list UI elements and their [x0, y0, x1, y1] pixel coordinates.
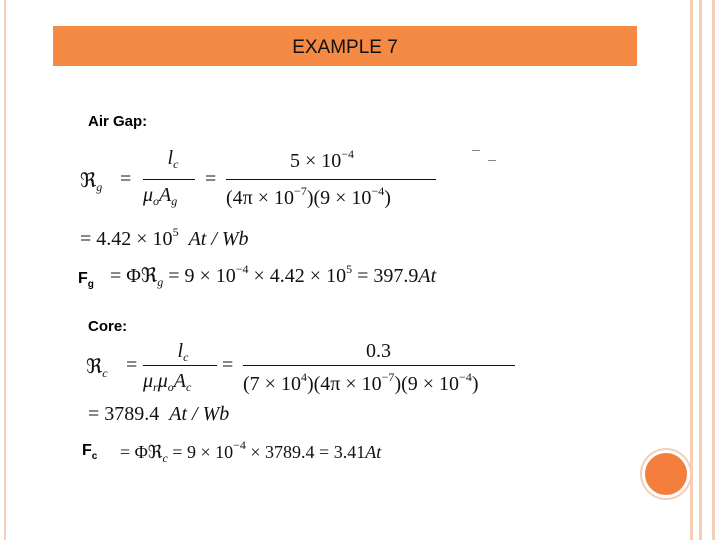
reluctance-core-result: = 3789.4 At / Wb	[88, 403, 230, 425]
fraction-bar	[143, 179, 195, 180]
air-gap-heading: Air Gap:	[88, 113, 148, 130]
equals-sign: =	[120, 168, 132, 190]
frame-line	[690, 0, 693, 540]
mmf-core-label: $F_c$	[82, 442, 98, 462]
mmf-gap-label: $F_g$	[78, 270, 94, 290]
fraction-denominator: $(4\pi \times 10^{-7})(9 \times 10^{-4})$	[226, 184, 391, 209]
title-bar	[53, 26, 637, 66]
frame-line	[699, 0, 702, 540]
fraction-numerator: $l_c$	[167, 147, 179, 171]
fraction-denominator: $\mu_oA_g$	[143, 184, 178, 208]
fraction-numerator: $l_c$	[177, 340, 189, 364]
reluctance-gap-result: = $4.42 \times 10^5$ At / Wb	[80, 225, 249, 250]
fraction-denominator: $\mu_r\mu_oA_c$	[143, 370, 192, 394]
fraction-bar	[243, 365, 515, 366]
stray-mark	[488, 160, 496, 161]
reluctance-gap-symbol: ℜ$_g$	[80, 170, 103, 194]
fraction-bar	[226, 179, 436, 180]
decorative-circle	[642, 450, 690, 498]
reluctance-core-symbol: ℜ$_c$	[86, 356, 108, 380]
equals-sign: =	[205, 168, 217, 190]
left-frame-line	[0, 0, 6, 540]
equals-sign: =	[126, 354, 138, 376]
equals-sign: =	[222, 354, 234, 376]
mmf-core-equation: = Φℜ$_c$ = $9 \times 10^{-4} \times 3789.4 = 3.41At$	[120, 438, 382, 465]
mmf-gap-equation: = Φℜ$_g$ = $9 \times 10^{-4} \times 4.42 \times 10^5 = 397.9At$	[110, 262, 437, 289]
slide-title: EXAMPLE 7	[292, 37, 398, 58]
core-heading: Core:	[88, 318, 128, 335]
stray-mark	[472, 150, 480, 151]
fraction-numerator: 0.3	[366, 340, 391, 362]
fraction-numerator: $5 \times 10^{-4}$	[290, 147, 355, 172]
right-frame-lines	[690, 0, 720, 540]
frame-line	[712, 0, 715, 540]
fraction-denominator: $(7 \times 10^4)(4\pi \times 10^{-7})(9 \times 10^{-4})$	[243, 370, 479, 395]
fraction-bar	[143, 365, 217, 366]
